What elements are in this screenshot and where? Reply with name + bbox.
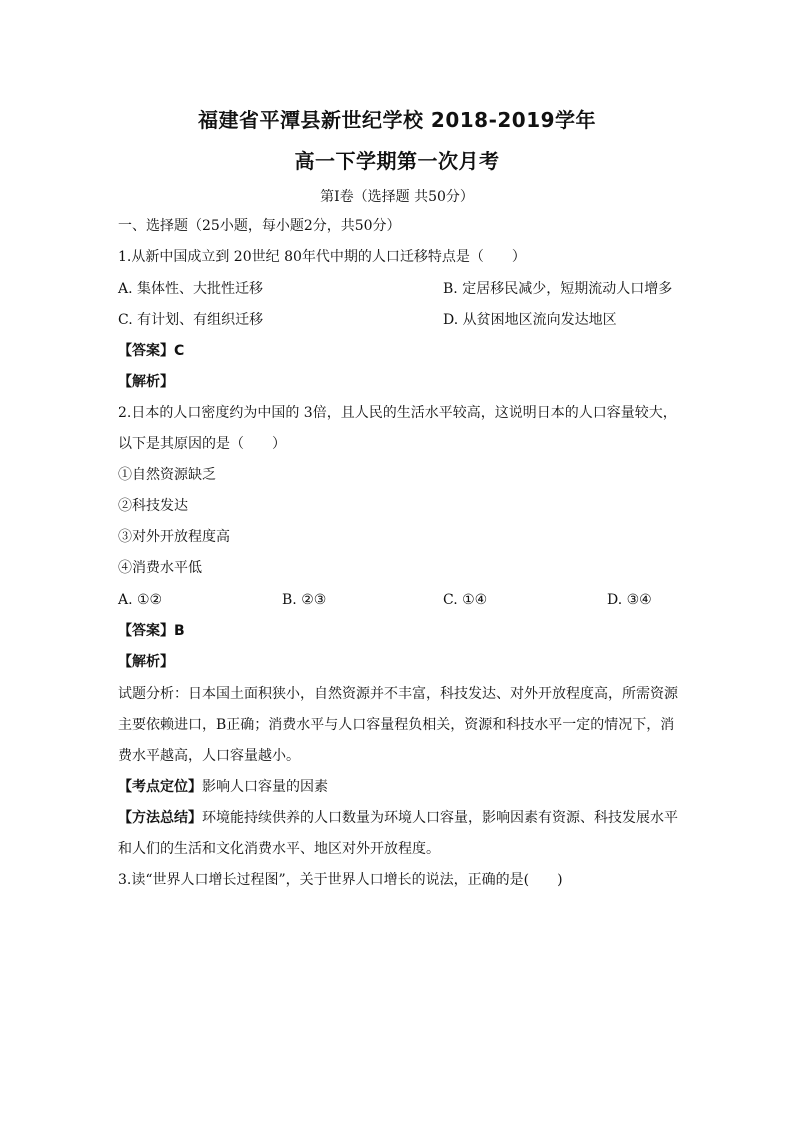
question-2-analysis-line1: 试题分析：日本国土面积狭小，自然资源并不丰富，科技发达、对外开放程度高，所需资源 (118, 686, 678, 702)
question-2-item-3: ③对外开放程度高 (118, 529, 230, 545)
part-heading: 一、选择题（25小题，每小题2分，共50分） (118, 218, 401, 234)
question-2-stem-line2: 以下是其原因的是（ ） (118, 436, 286, 452)
kaodian-tag: 【考点定位】 (118, 779, 202, 795)
question-1-option-b: B. 定居移民减少，短期流动人口增多 (443, 281, 673, 297)
question-1-stem: 1.从新中国成立到 20世纪 80年代中期的人口迁移特点是（ ） (118, 249, 526, 265)
kaodian-text: 影响人口容量的因素 (202, 779, 328, 795)
question-1-answer: 【答案】C (118, 343, 185, 359)
question-2-kaodian (118, 777, 328, 797)
fangfa-text-line1: 环境能持续供养的人口数量为环境人口容量，影响因素有资源、科技发展水平 (202, 810, 678, 826)
question-2-stem-line1: 2.日本的人口密度约为中国的 3倍，且人民的生活水平较高，这说明日本的人口容量较大， (118, 405, 677, 421)
question-2-option-d: D. ③④ (607, 592, 652, 608)
question-2-option-a: A. ①② (118, 592, 163, 608)
question-2-option-c: C. ①④ (443, 592, 488, 608)
question-2-analysis-line3: 费水平越高，人口容量越小。 (118, 748, 300, 764)
question-2-item-1: ①自然资源缺乏 (118, 467, 216, 483)
question-2-analysis-label: 【解析】 (118, 654, 174, 670)
section-heading: 第Ⅰ卷（选择题 共50分） (320, 189, 474, 205)
fangfa-tag: 【方法总结】 (118, 810, 202, 826)
question-1-option-c: C. 有计划、有组织迁移 (118, 312, 264, 328)
exam-title-line1: 福建省平潭县新世纪学校 2018-2019学年 (197, 108, 597, 132)
exam-title-line2: 高一下学期第一次月考 (294, 149, 500, 173)
question-2-fangfa (118, 808, 678, 828)
question-2-analysis-line2: 主要依赖进口，B正确；消费水平与人口容量程负相关，资源和科技水平一定的情况下，消 (118, 717, 675, 733)
question-3-stem: 3.读“世界人口增长过程图”，关于世界人口增长的说法，正确的是( ) (118, 872, 563, 888)
question-1-analysis-label: 【解析】 (118, 374, 174, 390)
question-2-item-4: ④消费水平低 (118, 560, 202, 576)
question-1-option-d: D. 从贫困地区流向发达地区 (443, 312, 617, 328)
question-2-answer: 【答案】B (118, 623, 185, 639)
question-2-fangfa-line2: 和人们的生活和文化消费水平、地区对外开放程度。 (118, 841, 440, 857)
question-2-item-2: ②科技发达 (118, 498, 188, 514)
question-2-option-b: B. ②③ (282, 592, 327, 608)
question-1-option-a: A. 集体性、大批性迁移 (118, 281, 264, 297)
